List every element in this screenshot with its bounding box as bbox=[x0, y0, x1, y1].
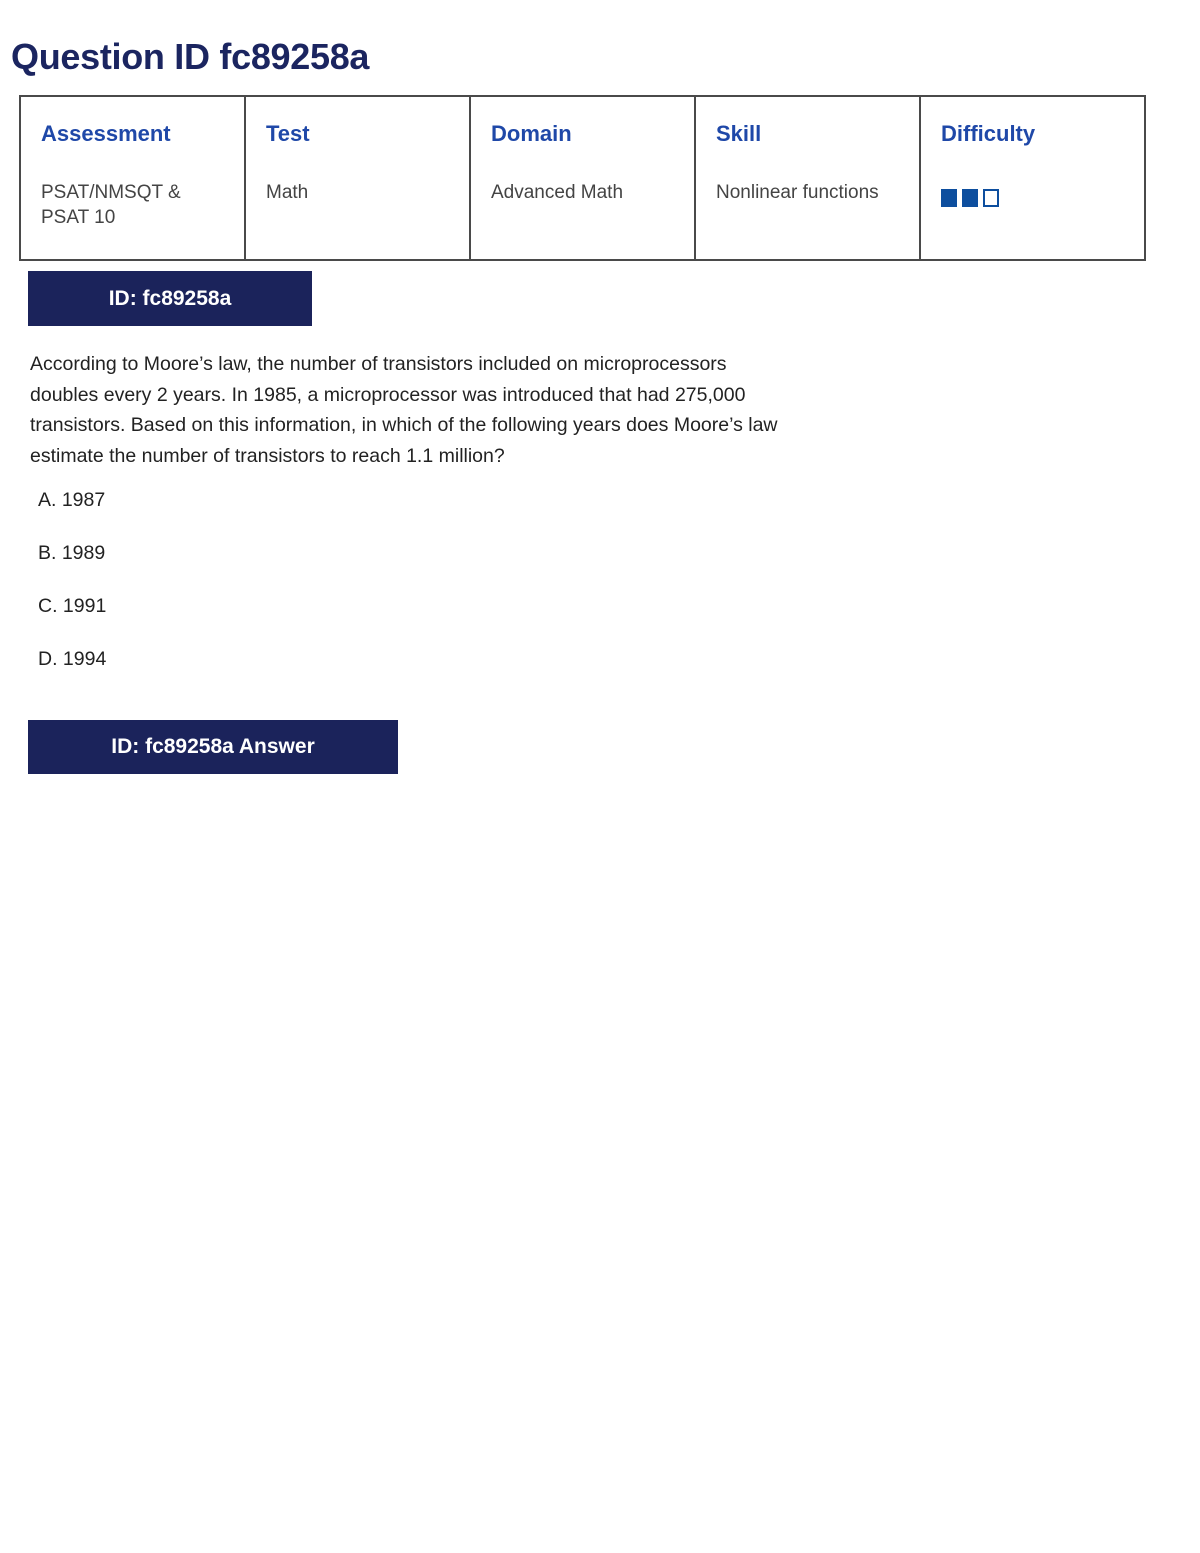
question-metadata-table bbox=[19, 95, 1146, 261]
difficulty-cell bbox=[920, 96, 1145, 260]
assessment-cell bbox=[20, 96, 245, 260]
skill-label: Skill bbox=[716, 121, 762, 146]
domain-label: Domain bbox=[491, 121, 572, 146]
difficulty-meter bbox=[941, 189, 1124, 207]
answer-id-banner: ID: fc89258a Answer bbox=[28, 720, 398, 774]
answer-choice-a: A. 1987 bbox=[38, 489, 106, 511]
skill-cell bbox=[695, 96, 920, 260]
test-value: Math bbox=[266, 182, 309, 203]
domain-value: Advanced Math bbox=[491, 182, 624, 203]
assessment-label: Assessment bbox=[41, 121, 171, 146]
difficulty-label: Difficulty bbox=[941, 121, 1036, 146]
question-id-banner: ID: fc89258a bbox=[28, 271, 312, 326]
skill-value: Nonlinear functions bbox=[716, 182, 879, 203]
answer-choice-b: B. 1989 bbox=[38, 542, 106, 564]
answer-choice-d: D. 1994 bbox=[38, 648, 107, 670]
difficulty-box-filled bbox=[941, 189, 957, 207]
answer-choice-c: C. 1991 bbox=[38, 595, 107, 617]
difficulty-box-empty bbox=[983, 189, 999, 207]
assessment-value: PSAT/NMSQT & PSAT 10 bbox=[41, 182, 181, 228]
domain-cell bbox=[470, 96, 695, 260]
page-title: Question ID fc89258a bbox=[11, 36, 370, 77]
question-text: According to Moore’s law, the number of transistors included on microprocessors doubles every 2 years. In 1985, a microprocessor was introduced that had 275,000 transistors. Based on this information, in which of the following years does Moore’s law estimate the number of transistors to reach 1.1 million? bbox=[30, 353, 778, 467]
test-cell bbox=[245, 96, 470, 260]
test-label: Test bbox=[266, 121, 310, 146]
difficulty-box-filled bbox=[962, 189, 978, 207]
